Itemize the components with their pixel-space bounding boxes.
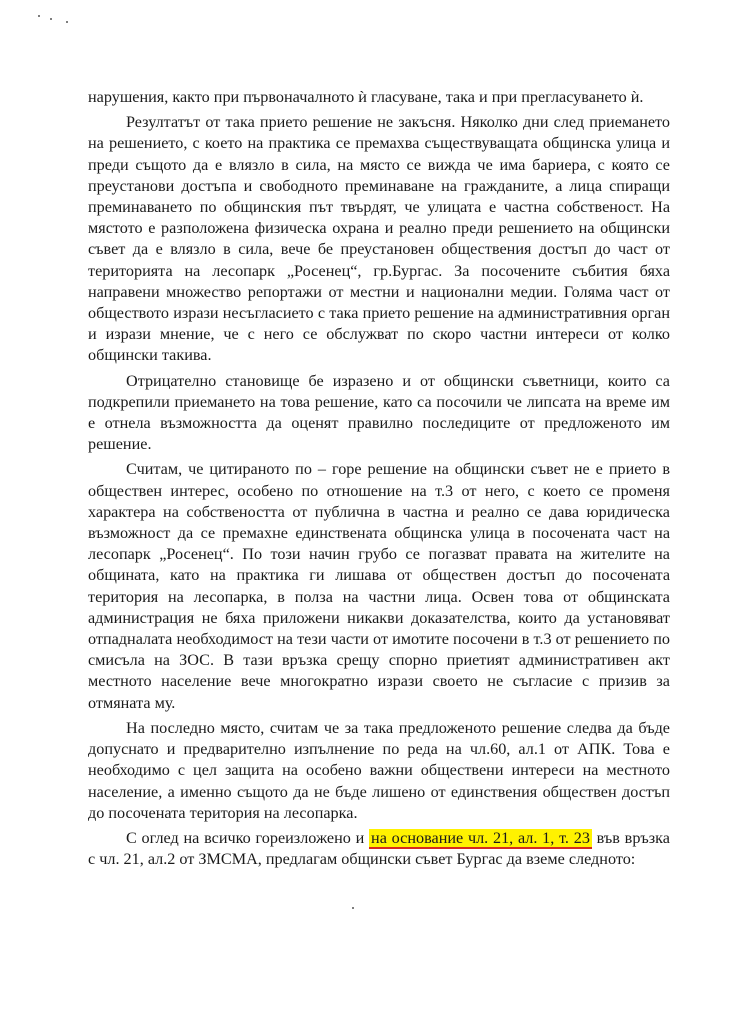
- scan-speck: [66, 21, 68, 23]
- paragraph-councillors-opinion: Отрицателно становище бе изразено и от общински съветници, които са подкрепили приемането на това решение, като са посочили че липсата на време им е отнела възможността да оценят правилно последиците от предложеното им решение.: [88, 371, 670, 454]
- paragraph-continuation: нарушения, както при първоначалното ѝ гласуване, така и при прегласуването ѝ.: [88, 88, 644, 106]
- scan-speck: [38, 15, 40, 17]
- document-body: [88, 87, 670, 874]
- paragraph-closing: [88, 828, 670, 870]
- scan-speck: [50, 18, 52, 20]
- highlighted-legal-basis: на основание чл. 21, ал. 1, т. 23: [371, 828, 590, 847]
- closing-text-after: във връзка с чл. 21, ал.2 от ЗМСМА, предлагам общински съвет Бургас да вземе следното:: [88, 828, 670, 869]
- paragraph-public-interest: Считам, че цитираното по – горе решение на общински съвет не е прието в обществен интерес, особено по отношение на т.3 от него, с което се променя характера на собствеността от публична в частна и реално се дава юридическа възможност да се премахне единствената общинска улица в посочената част на лесопарк „Росенец“. По този начин грубо се погазват правата на жителите на общината, като на практика ги лишава от обществен достъп до посочената територия на лесопарка, в полза на частни лица. Освен това от общинската администрация не бяха приложени никакви доказателства, които да установяват отпадналата необходимост на тези части от имотите посочени в т.3 от решението по смисъла на ЗОС. В тази връзка срещу спорно приетият административен акт местното население вече многократно изрази своето не съгласие с призив за отмяната му.: [88, 460, 670, 712]
- scan-speck: [352, 907, 354, 909]
- paragraph-consequences: Резултатът от така прието решение не закъсня. Няколко дни след приемането на решението, с което на практика се премахва съществуващата общинска улица и преди същото да е влязло в сила, на място се вижда че има бариера, с която се преустанови достъпа и свободното преминаване на гражданите, а лица спиращи преминаването по общинския път твърдят, че улицата е частна собственост. На мястото е разположена физическа охрана и реално преди решението на общински съвет да е влязло в сила, вече бе преустановен обществения достъп до част от територията на лесопарк „Росенец“, гр.Бургас. За посочените събития бяха направени множество репортажи от местни и национални медии. Голяма част от обществото изрази несъгласието с така прието решение на административния орган и изрази мнение, че с него се обслужват по скоро частни интереси от колко общински такива.: [88, 113, 670, 365]
- closing-text-before: С оглед на всичко гореизложено и: [126, 828, 370, 847]
- paragraph-preliminary-execution: На последно място, считам че за така предложеното решение следва да бъде допуснато и предварително изпълнение по реда на чл.60, ал.1 от АПК. Това е необходимо с цел защита на особено важни обществени интереси на местното население, а именно същото да не бъде лишено от единствения обществен достъп до посочената територия на лесопарка.: [88, 718, 670, 822]
